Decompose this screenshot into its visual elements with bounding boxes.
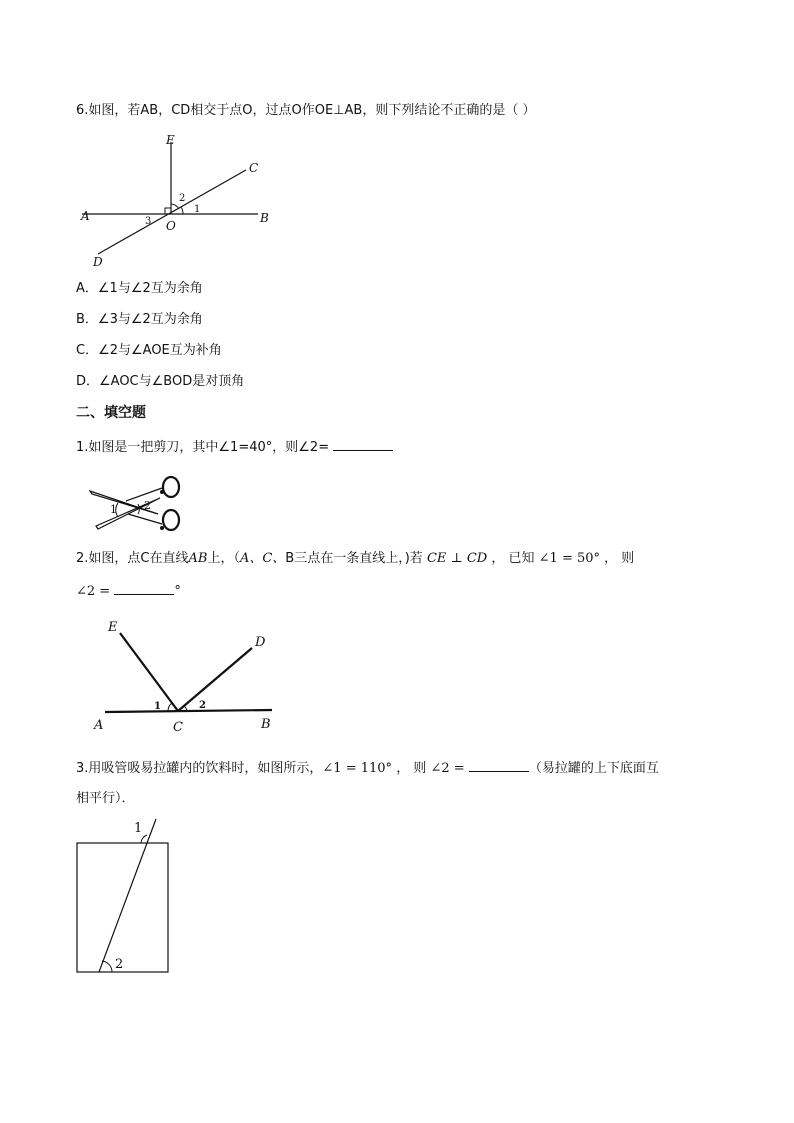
f2-label-e: E bbox=[108, 620, 118, 635]
q6-option-d: D．∠AOC与∠BOD是对顶角 bbox=[76, 374, 245, 389]
q6-label-c: C bbox=[249, 161, 259, 175]
q6-figure bbox=[76, 130, 296, 270]
section-title: 二、填空题 bbox=[76, 405, 146, 421]
f2-stem bbox=[76, 550, 634, 568]
q6-label-e: E bbox=[166, 133, 175, 147]
f2-degree: ° bbox=[174, 584, 181, 599]
f2-line2-q: ∠2 = bbox=[76, 584, 111, 599]
f2-answer-blank[interactable] bbox=[114, 582, 174, 595]
f3-angle-2: 2 bbox=[115, 957, 124, 972]
f3-stem-a: 3.用吸管吸易拉罐内的饮料时，如图所示， bbox=[76, 761, 323, 776]
f2-line2 bbox=[76, 582, 181, 601]
f2-figure bbox=[92, 616, 292, 736]
q6-stem: 6.如图，若AB，CD相交于点O，过点O作OE⊥AB，则下列结论不正确的是（ ） bbox=[76, 103, 536, 118]
f2-stem-cond: CE ⊥ CD bbox=[426, 551, 488, 566]
f2-stem-given: ∠1 = 50° bbox=[538, 551, 601, 566]
q6-label-d: D bbox=[93, 255, 103, 269]
q6-option-a: A．∠1与∠2互为余角 bbox=[76, 281, 203, 296]
f2-stem-ac: A、C、 bbox=[239, 551, 286, 566]
f3-stem-c: （易拉罐的上下底面互 bbox=[528, 761, 659, 776]
f3-answer-blank[interactable] bbox=[469, 759, 529, 772]
f2-label-d: D bbox=[255, 635, 266, 650]
f1-scissors-figure bbox=[88, 476, 198, 536]
q6-label-o: O bbox=[166, 219, 176, 233]
f3-stem-given: ∠1 = 110° bbox=[322, 761, 393, 776]
f2-angle-2: 2 bbox=[199, 700, 206, 711]
f3-stem-q: ∠2 = bbox=[430, 761, 465, 776]
f2-stem-a: 2.如图，点C在直线 bbox=[76, 551, 189, 566]
f3-stem bbox=[76, 759, 659, 778]
f2-stem-b: 上，（ bbox=[207, 551, 240, 566]
f2-stem-c: B三点在一条直线上，)若 bbox=[285, 551, 423, 566]
f1-angle-2: 2 bbox=[144, 499, 151, 512]
q6-angle-2: 2 bbox=[179, 193, 186, 204]
f2-stem-d: ， 已知 bbox=[491, 551, 535, 566]
f2-label-b: B bbox=[261, 717, 271, 732]
f1-angle-1: 1 bbox=[110, 503, 117, 516]
f3-figure bbox=[76, 816, 186, 981]
f3-angle-1: 1 bbox=[134, 821, 143, 836]
f2-stem-e: ， 则 bbox=[604, 551, 635, 566]
f1-stem-text: 1.如图是一把剪刀，其中∠1=40°，则∠2= bbox=[76, 440, 330, 455]
q6-angle-1: 1 bbox=[194, 204, 201, 215]
q6-label-b: B bbox=[260, 211, 269, 225]
f2-angle-1: 1 bbox=[154, 701, 161, 712]
f3-line2: 相平行）． bbox=[76, 791, 135, 806]
q6-option-c: C．∠2与∠AOE互为补角 bbox=[76, 343, 222, 358]
f2-stem-ab: AB bbox=[188, 551, 208, 566]
f1-stem bbox=[76, 438, 393, 457]
q6-option-b: B．∠3与∠2互为余角 bbox=[76, 312, 203, 327]
q6-angle-3: 3 bbox=[145, 216, 152, 227]
f2-label-a: A bbox=[94, 718, 104, 733]
q6-label-a: A bbox=[81, 209, 90, 223]
f2-label-c: C bbox=[173, 720, 183, 735]
f1-answer-blank[interactable] bbox=[333, 438, 393, 451]
f3-stem-b: ， 则 bbox=[396, 761, 427, 776]
